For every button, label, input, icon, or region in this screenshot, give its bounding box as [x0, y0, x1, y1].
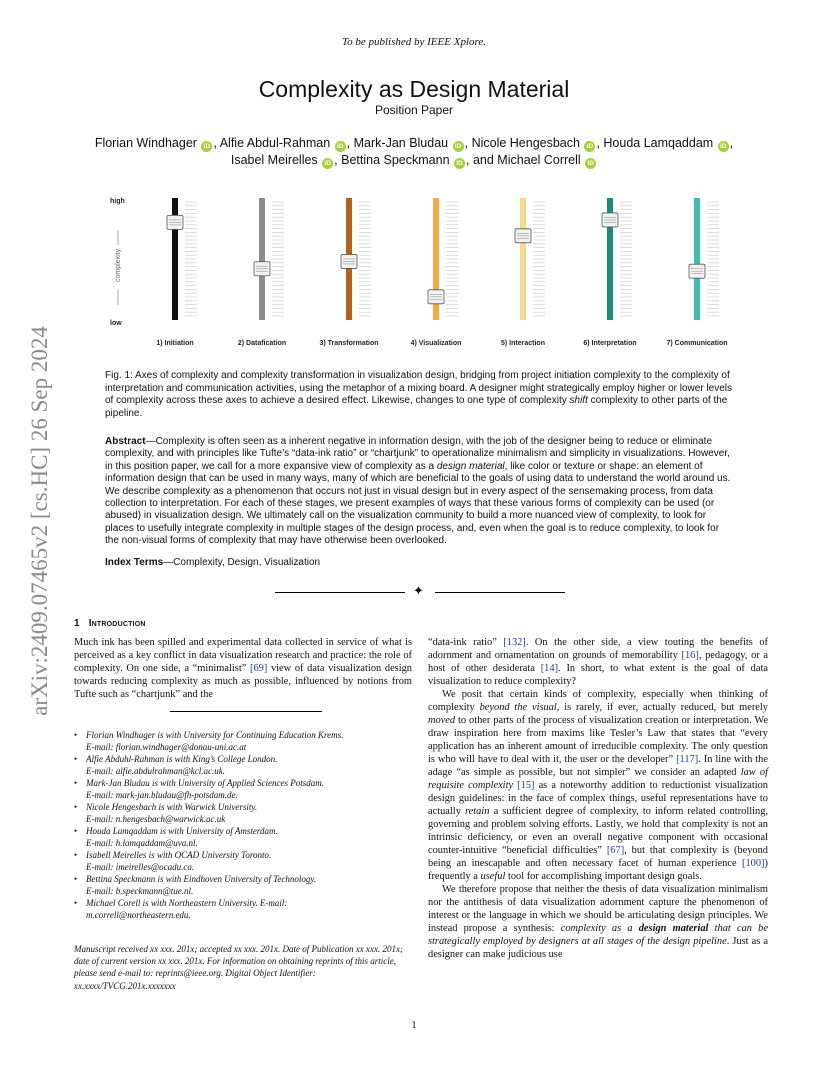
author-list-line-2: Isabel Meirelles iD , Bettina Speckmann iD , and Michael Correll iD: [60, 153, 768, 169]
orcid-icon[interactable]: iD: [585, 158, 596, 169]
section-heading: 1 Introduction: [74, 618, 146, 629]
figure-caption: Fig. 1: Axes of complexity and complexity transformation in visualization design, bridging from project initiation complexity to the complexity of interpretation and communication activities, using the metaphor of a mixing board. A designer might strategically employ higher or lower levels of complexity across these axes to achieve a desired effect. Likewise, changes to one type of complexity shift complexity to other parts of the pipeline.: [105, 370, 732, 419]
affiliation-item: • Houda Lamqaddam is with University of Amsterdam. E-mail: h.lamqaddam@uva.nl.: [86, 825, 414, 849]
slider-label: 5) Interaction: [501, 340, 545, 347]
slider-3: [319, 198, 378, 347]
affiliation-item: • Mark-Jan Bludau is with University of Applied Sciences Potsdam. E-mail: mark-jan.bludau@fh-potsdam.de.: [86, 777, 414, 801]
intro-paragraph-1-cont: “data-ink ratio” [132]. On the other side, a view touting the benefits of adornment and ornamentation on grounds of memorability [16], pedagogy, or a host of other desiderata [14]. In short, to what extent is the goal of data visualization to reduce complexity?: [428, 637, 768, 687]
citation-link[interactable]: [132]: [503, 637, 526, 648]
slider-track: [694, 198, 700, 320]
slider-label: 4) Visualization: [410, 340, 462, 347]
citation-link[interactable]: [69]: [249, 663, 268, 674]
intro-paragraph-3: We therefore propose that neither the thesis of data visualization minimalism nor the antithesis of data visualization adornment capture the phenomenon of interest or the language in which we should be articulating design principles. We instead propose a synthesis: complexity as a design material that can be strategically employed by designers at all stages of the design pipeline. Just as a designer can make judicious use: [428, 884, 768, 960]
orcid-icon[interactable]: iD: [453, 141, 464, 152]
citation-link[interactable]: [67]: [606, 845, 625, 856]
left-column: [74, 636, 412, 701]
citation-link[interactable]: [14]: [540, 663, 559, 674]
slider-2: [238, 198, 286, 347]
paper-title: Complexity as Design Material: [258, 76, 570, 102]
citation-link[interactable]: [117]: [676, 754, 699, 765]
affiliation-item: • Alfie Abduhl-Rahman is with King’s College London. E-mail: alfie.abdulrahman@kcl.ac.uk.: [86, 753, 414, 777]
index-terms: Index Terms—Complexity, Design, Visualization: [105, 557, 321, 568]
mixing-board-figure: [100, 190, 740, 360]
slider-track: [520, 198, 526, 320]
affiliation-item: • Florian Windhager is with University for Continuing Education Krems. E-mail: florian.windhager@donau-uni.ac.at: [86, 729, 414, 753]
slider-1: [156, 198, 197, 347]
index-terms-label: Index Terms: [105, 557, 164, 568]
slider-5: [501, 198, 545, 347]
divider-star-icon: ✦: [413, 583, 424, 598]
orcid-icon[interactable]: iD: [454, 158, 465, 169]
author-name: Alfie Abdul-Rahman: [219, 136, 331, 150]
citation-link[interactable]: [15]: [517, 780, 535, 791]
citation-link[interactable]: [100]: [742, 858, 765, 869]
orcid-icon[interactable]: iD: [335, 141, 346, 152]
affiliation-item: • Isabell Meirelles is with OCAD University Toronto. E-mail: imeirelles@ocadu.ca.: [86, 849, 414, 873]
slider-label: 3) Transformation: [319, 340, 379, 347]
affiliation-item: • Nicole Hengesbach is with Warwick University. E-mail: n.hengesbach@warwick.ac.uk: [86, 801, 414, 825]
y-axis-complexity-label: complexity: [115, 248, 122, 282]
footnote-rule: [170, 711, 322, 712]
manuscript-note: Manuscript received xx xxx. 201x; accepted xx xxx. 201x. Date of Publication xx xxx. 201x; date of current version xx xxx. 201x. For information on obtaining reprints of this article, please send e-mail to: reprints@ieee.org. Digital Object Identifier: xx.xxxx/TVCG.201x.xxxxxxx: [74, 944, 404, 991]
slider-label: 6) Interpretation: [583, 340, 637, 347]
slider-label: 1) Initiation: [156, 340, 194, 347]
slider-4: [411, 198, 462, 347]
header-note: To be published by IEEE Xplore.: [342, 36, 486, 48]
orcid-icon[interactable]: iD: [584, 141, 595, 152]
slider-6: [583, 198, 636, 347]
abstract-emphasis: design material: [436, 460, 505, 472]
author-name: Florian Windhager: [94, 136, 197, 150]
page-number: 1: [411, 1019, 417, 1031]
caption-emphasis: shift: [569, 395, 588, 406]
affiliation-item: • Bettina Speckmann is with Eindhoven University of Technology. E-mail: b.speckmann@tue.nl.: [86, 873, 414, 897]
author-name: Houda Lamqaddam: [603, 136, 714, 150]
slider-7: [666, 198, 727, 347]
arxiv-stamp: arXiv:2409.07465v2 [cs.HC] 26 Sep 2024: [27, 326, 52, 716]
orcid-icon[interactable]: iD: [718, 141, 729, 152]
right-column: [428, 636, 768, 961]
slider-track: [259, 198, 265, 320]
orcid-icon[interactable]: iD: [322, 158, 333, 169]
abstract-label: Abstract: [105, 436, 146, 447]
abstract: Abstract—Complexity is often seen as a inherent negative in information design, with the job of the designer being to reduce or eliminate complexity, and with principles like Tufte’s “data-ink ratio” or “chartjunk” to operationalize minimalism and simplicity in visualizations. However, in this position paper, we call for a more expansive view of complexity as a design material, like color or texture or shape: an element of information design that can be used in many ways, many of which are beneficial to the goals of using data to understand the world around us. We describe complexity as a phenomenon that occurs not just in visual design but in every aspect of the sensemaking process, from data collection to interpretation. For each of these stages, we present examples of ways that these various forms of complexity can be used (or abused) in visualization design. We ultimately call on the visualization community to build a more nuanced view of complexity, to look for places to usefully integrate complexity in multiple stages of the design process, and, even when the goal is to reduce complexity, to look for the non-visual forms of complexity that may have otherwise been overlooked.: [105, 436, 731, 547]
slider-label: 7) Communication: [666, 340, 728, 347]
author-affiliations: [74, 729, 414, 921]
paper-subtitle: Position Paper: [374, 103, 454, 117]
y-axis-low-label: low: [110, 320, 122, 327]
author-name: Mark-Jan Bludau: [353, 136, 449, 150]
author-list-line-1: Florian Windhager iD , Alfie Abdul-Rahman iD , Mark-Jan Bludau iD , Nicole Hengesbach iD , Houda Lamqaddam iD ,: [94, 136, 734, 150]
y-axis-high-label: high: [110, 198, 125, 205]
citation-link[interactable]: [16]: [681, 650, 699, 661]
orcid-icon[interactable]: iD: [201, 141, 212, 152]
intro-paragraph-2: We posit that certain kinds of complexity, especially when thinking of complexity beyond the visual, is rarely, if ever, actually reduced, but merely moved to other parts of the process of visualization creation or interpretation. We draw inspiration here from maxims like Tesler’s Law that states that “every application has an inherent amount of irreducible complexity. The only question is who will have to deal with it, the user or the developer” [117]. In line with the adage “as simple as possible, but not simpler” we consider an adapted law of requisite complexity [15] as a noteworthy addition to reductionist visualization design guidelines: in the face of complex things, useful representations have to actually retain a sufficient degree of complexity, to inform related controlling, governing and problem solving efforts. Lastly, we hold that complexity is not an intrinsic deficiency, or even an overall negative component with occasional counter-intuitive “beneficial difficulties” [67], but that complexity is (beyond being an inescapable and often necessary facet of human experience [100]) frequently a useful tool for accomplishing important design goals.: [428, 689, 769, 882]
affiliation-item: • Michael Corell is with Northeastern University. E-mail: m.correll@northeastern.edu.: [86, 897, 414, 921]
section-divider: [275, 583, 565, 598]
author-name: Bettina Speckmann: [341, 153, 450, 167]
author-name: Nicole Hengesbach: [471, 136, 580, 150]
author-name: Isabel Meirelles: [230, 153, 318, 167]
intro-paragraph-1: Much ink has been spilled and experimental data collected in service of what is perceived as a key conflict in data visualization research and practice: the role of complexity. On one side, a “minimalist” [69] view of data visualization design towards reducing complexity as much as possible, influenced by notions from Tufte such as “chartjunk” and the: [74, 637, 413, 700]
slider-label: 2) Datafication: [237, 340, 287, 347]
author-name: Michael Correll: [497, 153, 581, 167]
